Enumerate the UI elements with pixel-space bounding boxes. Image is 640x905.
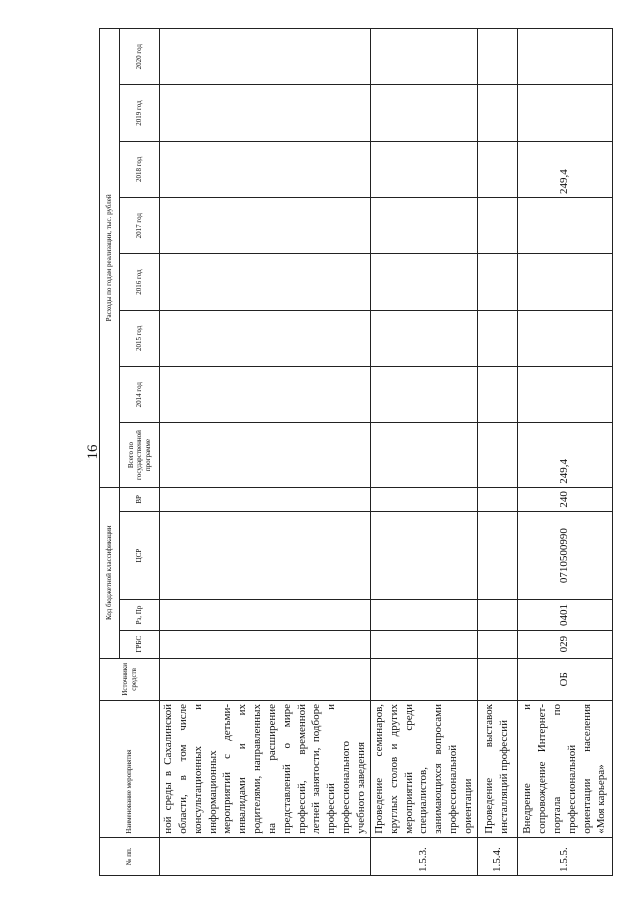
- row-num: 1.5.3.: [370, 837, 477, 875]
- row-rzpr: [477, 600, 517, 630]
- table-row: [370, 29, 477, 876]
- row-y2014: [477, 367, 517, 423]
- header-csr: ЦСР: [120, 511, 160, 600]
- row-source: [160, 658, 371, 700]
- row-y2017: [517, 198, 612, 254]
- row-y2020: [477, 29, 517, 85]
- row-num: 1.5.5.: [517, 837, 612, 875]
- page-number: 16: [85, 444, 101, 460]
- header-grbs: ГРБС: [120, 630, 160, 658]
- row-total: [160, 423, 371, 487]
- table-row: [477, 29, 517, 876]
- row-grbs: [370, 630, 477, 658]
- header-year-2014: 2014 год: [120, 367, 160, 423]
- header-rzpr: Рз, Пр: [120, 600, 160, 630]
- header-total: Всего по государственной программе: [120, 423, 160, 487]
- row-source: [477, 658, 517, 700]
- table-row: [517, 29, 612, 876]
- row-y2016: [370, 254, 477, 310]
- row-y2017: [160, 198, 371, 254]
- row-y2016: [517, 254, 612, 310]
- row-total: [477, 423, 517, 487]
- header-name: Наименование мероприятия: [100, 700, 160, 837]
- row-y2014: [370, 367, 477, 423]
- row-y2019: [477, 85, 517, 141]
- budget-table-rotated: [99, 28, 608, 876]
- row-y2017: [370, 198, 477, 254]
- row-name: Проведение выставок инсталляций профессий: [477, 700, 517, 837]
- row-y2014: [517, 367, 612, 423]
- row-y2016: [477, 254, 517, 310]
- row-y2019: [370, 85, 477, 141]
- row-name: Проведение семинаров, круглых столов и других мероприятий среди специалистов, занимающихся вопросами профессиональной ориентации: [370, 700, 477, 837]
- row-num: 1.5.4.: [477, 837, 517, 875]
- header-year-2017: 2017 год: [120, 198, 160, 254]
- row-total: [370, 423, 477, 487]
- budget-table: [99, 28, 613, 876]
- header-year-2018: 2018 год: [120, 141, 160, 197]
- row-rzpr: 0401: [517, 600, 612, 630]
- row-name: ной среды в Сахалинской области, в том числе консультационных и информационных мероприятий с детьми-инвалидами и их родителями, направленных на расширение представлений о мире профессий, временной летней занятости, подборе профессий и профессионального учебного заведения: [160, 700, 371, 837]
- header-year-2015: 2015 год: [120, 310, 160, 366]
- row-grbs: 029: [517, 630, 612, 658]
- header-num: № пп.: [100, 837, 160, 875]
- header-source: Источники средств: [100, 658, 160, 700]
- row-rzpr: [160, 600, 371, 630]
- row-num: [160, 837, 371, 875]
- row-y2018: [160, 141, 371, 197]
- row-y2015: [477, 310, 517, 366]
- row-grbs: [160, 630, 371, 658]
- header-year-2020: 2020 год: [120, 29, 160, 85]
- row-grbs: [477, 630, 517, 658]
- row-vr: [477, 487, 517, 511]
- header-budget-code: Код бюджетной классификации: [100, 487, 120, 658]
- row-name: Внедрение и сопровождение Интернет-портала по профессиональной ориентации населения «Моя карьера»: [517, 700, 612, 837]
- header-vr: ВР: [120, 487, 160, 511]
- table-row: [160, 29, 371, 876]
- header-years-title: Расходы по годам реализации, тыс. рублей: [100, 29, 120, 488]
- row-y2020: [517, 29, 612, 85]
- row-y2016: [160, 254, 371, 310]
- row-y2018: [370, 141, 477, 197]
- row-source: [370, 658, 477, 700]
- row-csr: [477, 511, 517, 600]
- row-csr: 0710500990: [517, 511, 612, 600]
- row-csr: [160, 511, 371, 600]
- row-y2014: [160, 367, 371, 423]
- row-y2020: [160, 29, 371, 85]
- header-year-2019: 2019 год: [120, 85, 160, 141]
- row-source: ОБ: [517, 658, 612, 700]
- row-y2015: [160, 310, 371, 366]
- row-vr: [370, 487, 477, 511]
- row-y2018: 249,4: [517, 141, 612, 197]
- row-y2015: [517, 310, 612, 366]
- row-csr: [370, 511, 477, 600]
- row-y2019: [160, 85, 371, 141]
- row-y2020: [370, 29, 477, 85]
- row-y2015: [370, 310, 477, 366]
- row-total: 249,4: [517, 423, 612, 487]
- row-y2017: [477, 198, 517, 254]
- row-vr: 240: [517, 487, 612, 511]
- row-y2019: [517, 85, 612, 141]
- row-rzpr: [370, 600, 477, 630]
- header-year-2016: 2016 год: [120, 254, 160, 310]
- row-vr: [160, 487, 371, 511]
- row-y2018: [477, 141, 517, 197]
